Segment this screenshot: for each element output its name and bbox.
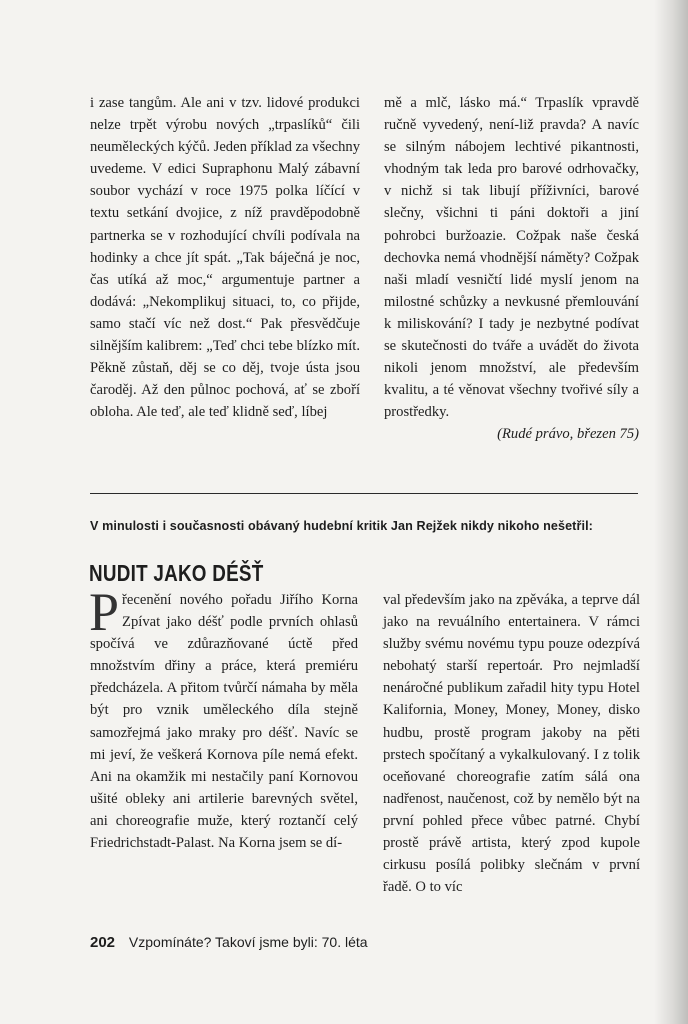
article-column-top-left — [90, 92, 360, 423]
body-text: mě a mlč, lásko má.“ Trpaslík vpravdě ručně vyvedený, není-liž pravda? A navíc se silným nábojem lechtivé pikantnosti, vhodným tak leda pro barové odrhovačky, v nichž si tak libují příživníci, barové slečny, všichni ti páni doktoři a jiní pohrobci buržoazie. Cožpak naše česká dechovka nemá vhodnější náměty? Cožpak naši mladí vesničtí lidé myslí jenom na milostné schůzky a nevkusné přemlouvání k miliskování? I tady je nezbytné podívat se skutečnosti do tváře a uvádět do života nikoli jenom množství, ale především kvalitu, a té věnovat všechny tvořivé síly a prostředky. — [384, 95, 639, 421]
body-text — [89, 582, 358, 854]
drop-cap: P — [89, 582, 120, 642]
article-column-bottom-right — [383, 589, 640, 898]
body-text: val především jako na zpěváka, a teprve dál jako na revuálního entertainera. V rámci služby svému novému typu pouze odezpívá nebohatý starší repertoár. Pro nejmladší nenáročné publikum zařadil hity typu Hotel Kalifornia, Money, Money, Money, disko hudbu, prostě program jakoby na pěti prstech spočítaný a vykalkulovaný. I z tolik oceňované choreografie zatím sálá ona nadřenost, naučenost, což by nemělo být na první pohled přece vůbec patrné. Chybí prostě právě artista, který zpod kupole cirkusu posílá polibky slečnám v první řadě. O to víc — [383, 592, 640, 896]
body-text-content: řecenění nového pořadu Jiřího Korna Zpívat jako déšť podle prvních ohlasů spočívá ve zdůrazňované úctě před množstvím dřiny a práce, která premiéru předcházela. A přitom tvůrčí námaha by měla být pro vznik uměleckého díla stejně samozřejmá jako mraky pro déšť. Navíc se mi jeví, že veškerá Kornova píle nemá efekt. Ani na okamžik mi nestačily paní Kornovou ušité obleky ani artilerie barevných světel, ani choreografie muže, který roztančí celý Friedrichstadt-Palast. Na Korna jsem se dí- — [90, 592, 358, 852]
body-text: i zase tangům. Ale ani v tzv. lidové produkci nelze trpět výrobu nových „trpaslíků“ čili neuměleckých kýčů. Jeden příklad za všechny uvedeme. V edici Supraphonu Malý zábavní soubor vychází v roce 1975 polka líčící v textu setkání dvojice, z níž pravděpodobně partnerka se v rozhodující chvíli podívala na hodinky a chce jít spát. „Tak báječná je noc, čas utíká až moc,“ argumentuje partner a dodává: „Nekomplikuj situaci, to, co přijde, samo stačí víc než dost.“ Pak přesvědčuje silnějším kalibrem: „Teď chci tebe blízko mít. Pěkně zůstaň, děj se co děj, tvoje ústa jsou čaroděj. Až den půlnoc pochová, ať se zboří obloha. Ale teď, ale teď klidně seď, líbej — [90, 95, 360, 421]
page-footer — [90, 934, 368, 951]
article-column-top-right — [384, 92, 639, 446]
source-citation: (Rudé právo, březen 75) — [497, 426, 639, 443]
article-column-bottom-left — [89, 582, 358, 854]
section-kicker: V minulosti i současnosti obávaný hudební kritik Jan Rejžek nikdy nikoho nešetřil: — [90, 519, 593, 533]
article-headline: NUDIT JAKO DÉŠŤ — [89, 560, 264, 586]
running-title: Vzpomínáte? Takoví jsme byli: 70. léta — [128, 934, 368, 950]
section-divider — [90, 493, 638, 494]
page-number: 202 — [90, 934, 116, 951]
page-gutter-shadow — [654, 0, 688, 1024]
